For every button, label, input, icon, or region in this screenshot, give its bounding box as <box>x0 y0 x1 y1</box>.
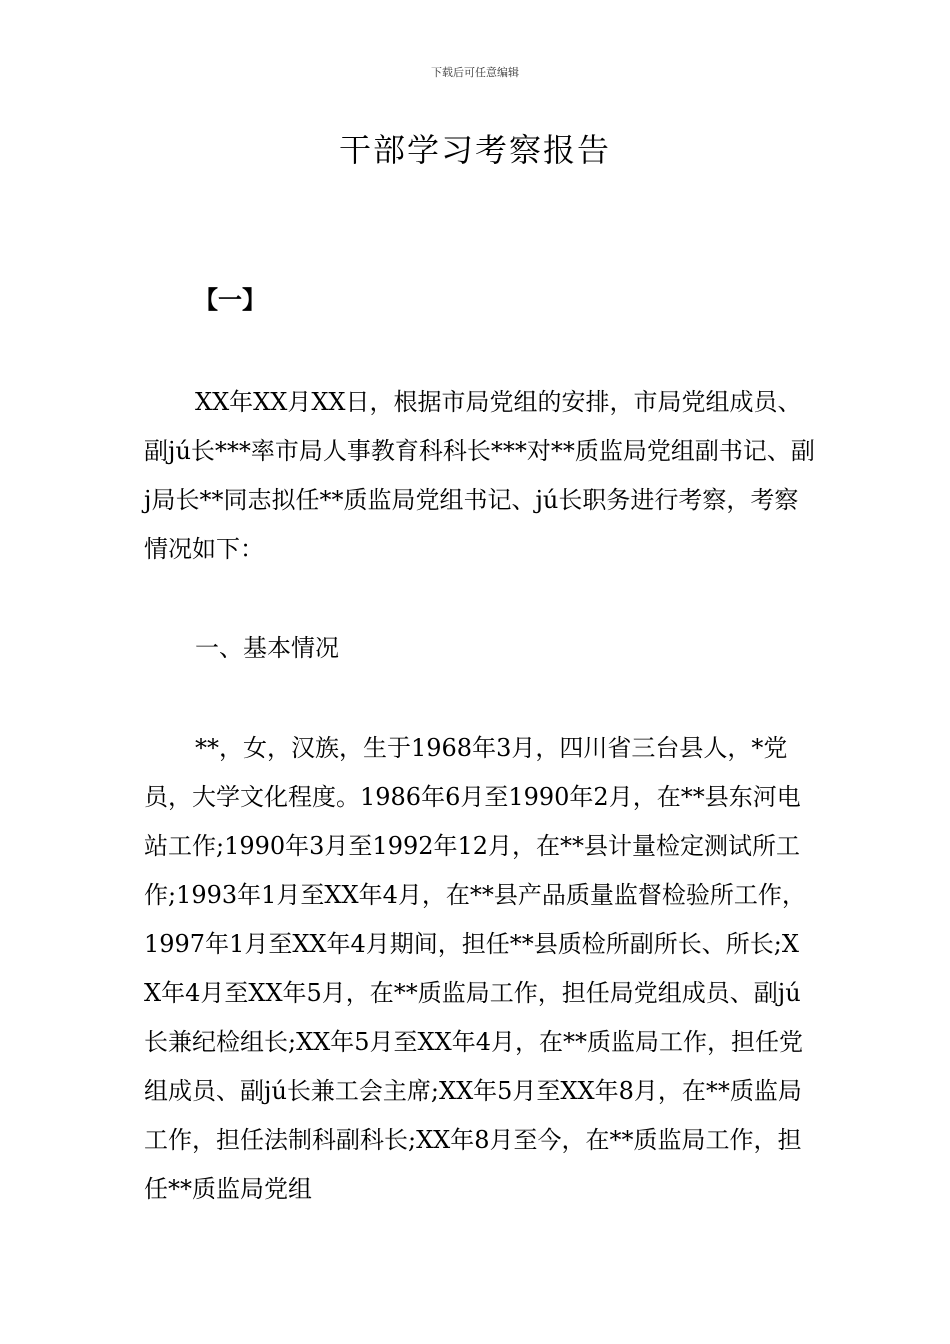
document-title: 干部学习考察报告 <box>338 131 611 169</box>
header-note: 下载后可任意编辑 <box>431 66 519 79</box>
paragraph-intro: XX年XX月XX日，根据市局党组的安排，市局党组成员、副jú长***率市局人事教育科科长***对**质监局党组副书记、副j局长**同志拟任**质监局党组书记、jú长职务进行考察，考察情况如下： <box>144 388 815 563</box>
paragraph-basic-info: **，女，汉族，生于1968年3月，四川省三台县人，*党员，大学文化程度。1986年6月至1990年2月，在**县东河电站工作;1990年3月至1992年12月，在**县计量检定测试所工作;1993年1月至XX年4月，在**县产品质量监督检验所工作，1997年1月至XX年4月期间，担任**县质检所副所长、所长;XX年4月至XX年5月，在**质监局工作，担任局党组成员、副jú长兼纪检组长;XX年5月至XX年4月，在**质监局工作，担任党组成员、副jú长兼工会主席;XX年5月至XX年8月，在**质监局工作，担任法制科副科长;XX年8月至今，在**质监局工作，担任**质监局党组 <box>144 734 806 1203</box>
section-heading-basic-info: 一、基本情况 <box>195 634 339 662</box>
section-marker: 【一】 <box>194 286 266 314</box>
